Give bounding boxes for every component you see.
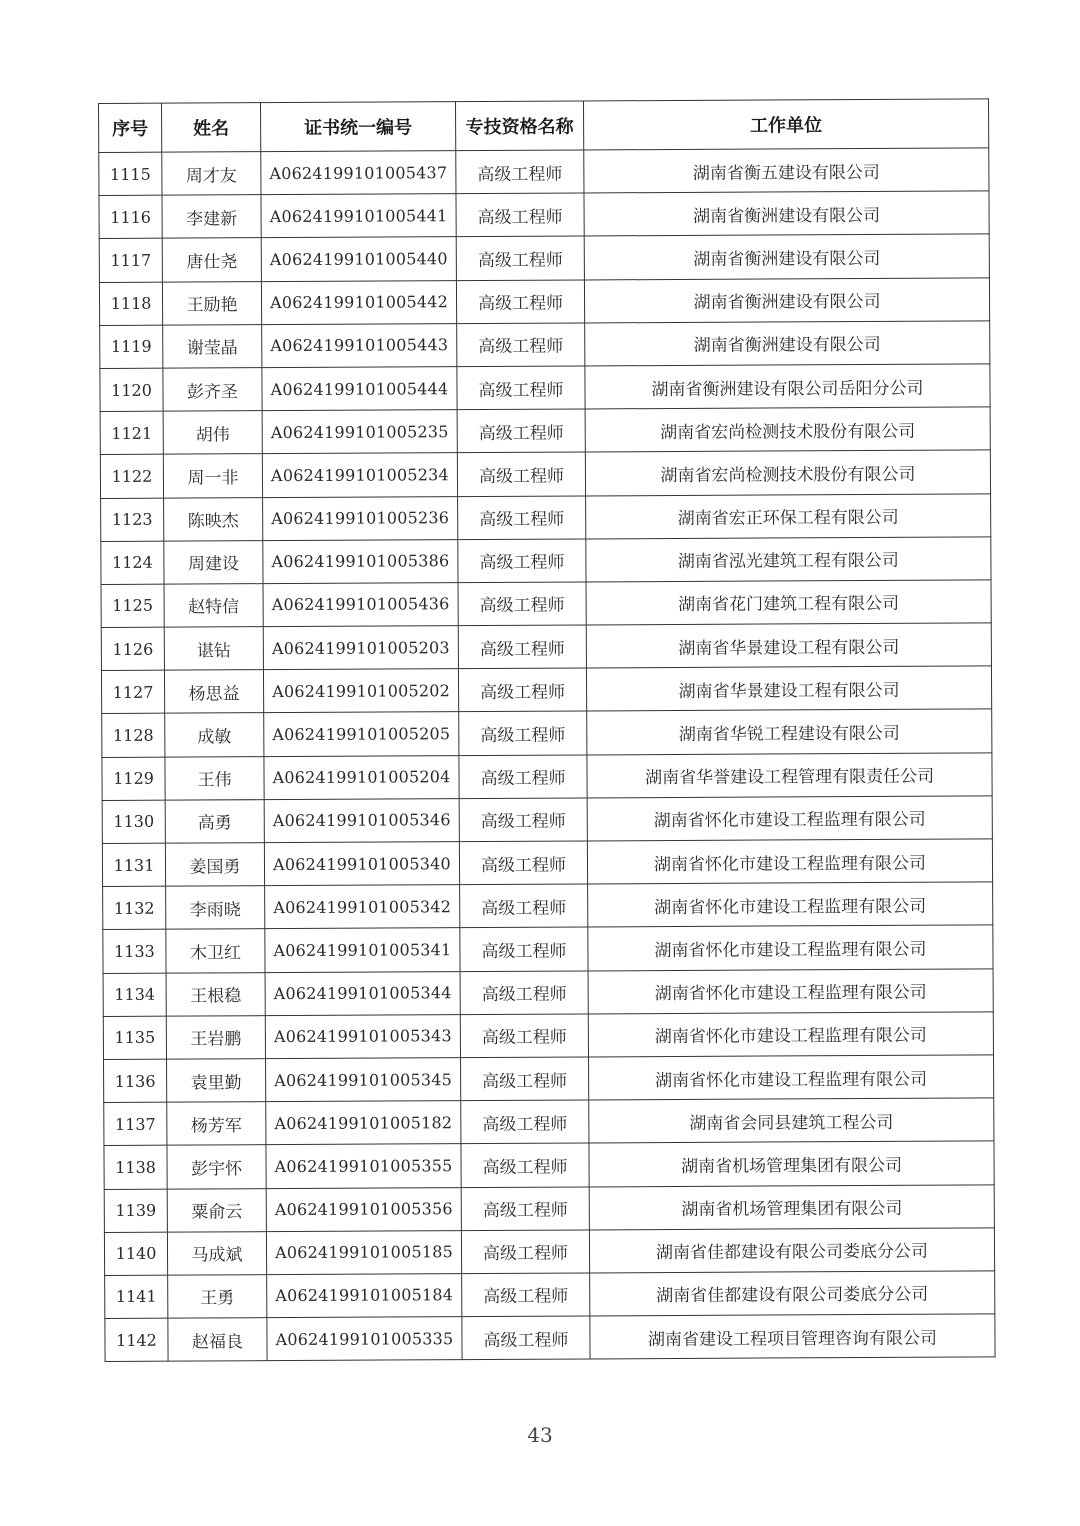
cell-cert: A0624199101005185 — [266, 1230, 461, 1274]
table-row — [101, 580, 991, 628]
cell-seq: 1142 — [105, 1318, 168, 1362]
cell-name: 谢莹晶 — [163, 324, 262, 368]
cell-unit: 湖南省机场管理集团有限公司 — [589, 1184, 994, 1229]
cell-name: 成敏 — [165, 713, 264, 757]
cell-name: 周建设 — [164, 540, 263, 584]
header-name: 姓名 — [162, 103, 261, 153]
cell-seq: 1127 — [101, 670, 164, 714]
cell-name: 杨芳军 — [167, 1102, 266, 1146]
cell-qual: 高级工程师 — [461, 1186, 589, 1230]
cell-cert: A0624199101005443 — [262, 323, 457, 367]
table-row — [101, 537, 991, 585]
cell-seq: 1138 — [104, 1145, 167, 1189]
cell-qual: 高级工程师 — [461, 1100, 589, 1144]
cell-name: 胡伟 — [163, 411, 262, 455]
cell-qual: 高级工程师 — [462, 1273, 590, 1317]
cell-unit: 湖南省华锐工程建设有限公司 — [587, 709, 992, 754]
table-row — [104, 1098, 994, 1146]
cell-seq: 1124 — [101, 541, 164, 585]
table-row — [103, 925, 993, 973]
cell-unit: 湖南省怀化市建设工程监理有限公司 — [588, 968, 993, 1013]
cell-unit: 湖南省衡五建设有限公司 — [584, 148, 989, 193]
cell-seq: 1123 — [101, 498, 164, 542]
cell-cert: A0624199101005346 — [264, 798, 459, 842]
cell-unit: 湖南省衡洲建设有限公司 — [584, 191, 989, 236]
cell-cert: A0624199101005442 — [261, 280, 456, 324]
cell-unit: 湖南省佳都建设有限公司娄底分公司 — [590, 1271, 995, 1316]
cell-seq: 1133 — [103, 930, 166, 974]
table-row — [104, 1228, 994, 1276]
cell-unit: 湖南省华景建设工程有限公司 — [586, 623, 991, 668]
cell-seq: 1118 — [99, 282, 162, 326]
table-row — [100, 450, 990, 498]
table-row — [102, 709, 992, 757]
table-row — [101, 666, 991, 714]
cell-name: 王岩鹏 — [166, 1015, 265, 1059]
cell-qual: 高级工程师 — [459, 755, 587, 799]
cell-cert: A0624199101005441 — [261, 194, 456, 238]
cell-name: 粟俞云 — [167, 1188, 266, 1232]
cell-cert: A0624199101005202 — [263, 669, 458, 713]
cell-seq: 1125 — [101, 584, 164, 628]
cell-seq: 1126 — [101, 627, 164, 671]
cell-unit: 湖南省怀化市建设工程监理有限公司 — [588, 1012, 993, 1057]
table-row — [101, 493, 991, 541]
cell-cert: A0624199101005204 — [264, 755, 459, 799]
cell-cert: A0624199101005236 — [263, 496, 458, 540]
cell-seq: 1129 — [102, 757, 165, 801]
table-row — [100, 321, 990, 369]
cell-qual: 高级工程师 — [458, 668, 586, 712]
cell-unit: 湖南省怀化市建设工程监理有限公司 — [588, 925, 993, 970]
cell-unit: 湖南省衡洲建设有限公司 — [584, 277, 989, 322]
cell-cert: A0624199101005345 — [266, 1058, 461, 1102]
cell-seq: 1141 — [105, 1275, 168, 1319]
cell-qual: 高级工程师 — [459, 711, 587, 755]
header-qual: 专技资格名称 — [455, 101, 583, 151]
cell-name: 谌钻 — [164, 627, 263, 671]
table-row — [101, 623, 991, 671]
cell-name: 陈映杰 — [164, 497, 263, 541]
cell-qual: 高级工程师 — [461, 1230, 589, 1274]
cell-seq: 1131 — [102, 843, 165, 887]
cell-cert: A0624199101005444 — [262, 367, 457, 411]
cell-name: 王励艳 — [162, 281, 261, 325]
cell-cert: A0624199101005341 — [265, 928, 460, 972]
cell-qual: 高级工程师 — [459, 841, 587, 885]
cell-qual: 高级工程师 — [459, 798, 587, 842]
cell-cert: A0624199101005182 — [266, 1101, 461, 1145]
table-row — [104, 1141, 994, 1189]
cell-qual: 高级工程师 — [456, 236, 584, 280]
cell-qual: 高级工程师 — [462, 1316, 590, 1360]
cell-qual: 高级工程师 — [461, 1057, 589, 1101]
cell-name: 周一非 — [163, 454, 262, 498]
cell-seq: 1137 — [104, 1102, 167, 1146]
cell-unit: 湖南省机场管理集团有限公司 — [589, 1141, 994, 1186]
cell-qual: 高级工程师 — [460, 971, 588, 1015]
cell-qual: 高级工程师 — [458, 582, 586, 626]
cell-unit: 湖南省宏尚检测技术股份有限公司 — [585, 450, 990, 495]
cell-cert: A0624199101005355 — [266, 1144, 461, 1188]
cell-qual: 高级工程师 — [460, 1014, 588, 1058]
cell-seq: 1132 — [103, 886, 166, 930]
cell-cert: A0624199101005344 — [265, 971, 460, 1015]
roster-table — [98, 98, 996, 1362]
cell-unit: 湖南省衡洲建设有限公司岳阳分公司 — [585, 364, 990, 409]
cell-seq: 1135 — [103, 1016, 166, 1060]
cell-unit: 湖南省花门建筑工程有限公司 — [586, 580, 991, 625]
cell-name: 木卫红 — [166, 929, 265, 973]
cell-name: 王根稳 — [166, 972, 265, 1016]
cell-unit: 湖南省怀化市建设工程监理有限公司 — [587, 839, 992, 884]
cell-unit: 湖南省怀化市建设工程监理有限公司 — [587, 796, 992, 841]
table-row — [102, 752, 992, 800]
cell-seq: 1115 — [99, 152, 162, 196]
header-row — [99, 99, 989, 153]
cell-unit: 湖南省怀化市建设工程监理有限公司 — [589, 1055, 994, 1100]
table-row — [105, 1314, 995, 1362]
cell-cert: A0624199101005205 — [264, 712, 459, 756]
cell-unit: 湖南省衡洲建设有限公司 — [584, 234, 989, 279]
table-row — [99, 277, 989, 325]
table-row — [99, 234, 989, 282]
cell-unit: 湖南省怀化市建设工程监理有限公司 — [588, 882, 993, 927]
cell-name: 王勇 — [168, 1275, 267, 1319]
table-row — [103, 1012, 993, 1060]
page-number: 43 — [527, 1423, 553, 1447]
cell-seq: 1139 — [104, 1189, 167, 1233]
table-row — [104, 1055, 994, 1103]
cell-unit: 湖南省佳都建设有限公司娄底分公司 — [589, 1228, 994, 1273]
cell-seq: 1117 — [99, 239, 162, 283]
table-body — [99, 148, 995, 1362]
table-row — [102, 796, 992, 844]
cell-cert: A0624199101005235 — [262, 410, 457, 454]
cell-seq: 1119 — [100, 325, 163, 369]
cell-unit: 湖南省华景建设工程有限公司 — [586, 666, 991, 711]
table-row — [104, 1184, 994, 1232]
cell-name: 唐仕尧 — [162, 238, 261, 282]
cell-cert: A0624199101005440 — [261, 237, 456, 281]
cell-name: 姜国勇 — [165, 843, 264, 887]
cell-cert: A0624199101005436 — [263, 582, 458, 626]
cell-cert: A0624199101005437 — [261, 151, 456, 195]
table-row — [105, 1271, 995, 1319]
cell-qual: 高级工程师 — [458, 539, 586, 583]
cell-seq: 1121 — [100, 411, 163, 455]
cell-seq: 1116 — [99, 195, 162, 239]
cell-cert: A0624199101005340 — [264, 842, 459, 886]
table-row — [100, 364, 990, 412]
cell-cert: A0624199101005335 — [267, 1317, 462, 1361]
cell-seq: 1122 — [100, 454, 163, 498]
cell-seq: 1120 — [100, 368, 163, 412]
table-row — [103, 882, 993, 930]
cell-seq: 1140 — [104, 1232, 167, 1276]
cell-seq: 1136 — [104, 1059, 167, 1103]
cell-unit: 湖南省宏正环保工程有限公司 — [586, 493, 991, 538]
cell-name: 彭宇怀 — [167, 1145, 266, 1189]
cell-qual: 高级工程师 — [456, 150, 584, 194]
cell-cert: A0624199101005386 — [263, 539, 458, 583]
header-unit: 工作单位 — [583, 99, 988, 150]
cell-qual: 高级工程师 — [458, 625, 586, 669]
cell-cert: A0624199101005184 — [267, 1273, 462, 1317]
cell-name: 杨思益 — [164, 670, 263, 714]
cell-seq: 1134 — [103, 973, 166, 1017]
cell-name: 赵特信 — [164, 584, 263, 628]
cell-name: 李建新 — [162, 195, 261, 239]
cell-unit: 湖南省会同县建筑工程公司 — [589, 1098, 994, 1143]
cell-seq: 1130 — [102, 800, 165, 844]
header-seq: 序号 — [99, 103, 162, 152]
cell-cert: A0624199101005234 — [262, 453, 457, 497]
cell-name: 袁里勤 — [167, 1059, 266, 1103]
cell-unit: 湖南省泓光建筑工程有限公司 — [586, 537, 991, 582]
cell-name: 彭齐圣 — [163, 368, 262, 412]
cell-seq: 1128 — [102, 714, 165, 758]
cell-name: 赵福良 — [168, 1318, 267, 1362]
cell-unit: 湖南省衡洲建设有限公司 — [585, 321, 990, 366]
cell-qual: 高级工程师 — [460, 884, 588, 928]
cell-unit: 湖南省华誉建设工程管理有限责任公司 — [587, 752, 992, 797]
cell-cert: A0624199101005343 — [265, 1014, 460, 1058]
cell-name: 马成斌 — [167, 1231, 266, 1275]
cell-qual: 高级工程师 — [461, 1143, 589, 1187]
header-cert: 证书统一编号 — [261, 102, 456, 152]
cell-qual: 高级工程师 — [457, 409, 585, 453]
cell-cert: A0624199101005342 — [265, 885, 460, 929]
table-header — [99, 99, 989, 153]
cell-name: 王伟 — [165, 756, 264, 800]
cell-qual: 高级工程师 — [458, 495, 586, 539]
cell-unit: 湖南省宏尚检测技术股份有限公司 — [585, 407, 990, 452]
cell-cert: A0624199101005356 — [266, 1187, 461, 1231]
cell-qual: 高级工程师 — [457, 323, 585, 367]
cell-qual: 高级工程师 — [457, 366, 585, 410]
cell-name: 高勇 — [165, 799, 264, 843]
cell-cert: A0624199101005203 — [263, 626, 458, 670]
cell-qual: 高级工程师 — [457, 452, 585, 496]
cell-name: 李雨晓 — [166, 886, 265, 930]
cell-qual: 高级工程师 — [460, 927, 588, 971]
cell-qual: 高级工程师 — [456, 280, 584, 324]
cell-qual: 高级工程师 — [456, 193, 584, 237]
table-row — [103, 968, 993, 1016]
table-row — [102, 839, 992, 887]
table-row — [99, 148, 989, 196]
cell-unit: 湖南省建设工程项目管理咨询有限公司 — [590, 1314, 995, 1359]
table-row — [100, 407, 990, 455]
table-row — [99, 191, 989, 239]
cell-name: 周才友 — [162, 152, 261, 196]
